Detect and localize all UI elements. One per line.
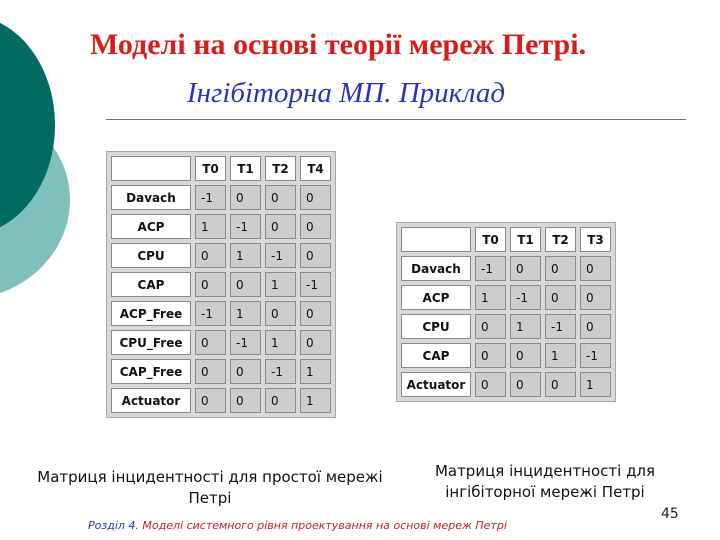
matrix-row [401, 314, 611, 339]
matrix-row-label: CPU [401, 314, 471, 339]
matrix-cell: 0 [230, 388, 261, 413]
matrix-cell: 0 [475, 372, 506, 397]
matrix-cell: 1 [230, 243, 261, 268]
matrix-row-label: ACP_Free [111, 301, 191, 326]
matrix-cell: 1 [545, 343, 576, 368]
matrix-cell: 0 [300, 214, 331, 239]
matrix-cell: 0 [300, 185, 331, 210]
matrix-cell: -1 [195, 185, 226, 210]
matrix-cell: 0 [195, 272, 226, 297]
matrix-cell: -1 [510, 285, 541, 310]
matrix-cell: 0 [195, 330, 226, 355]
matrix-cell: 1 [300, 359, 331, 384]
matrix-row-label: CPU_Free [111, 330, 191, 355]
matrix-cell: 0 [230, 359, 261, 384]
matrix-cell: -1 [300, 272, 331, 297]
matrix-row-label: CAP [401, 343, 471, 368]
matrix-row-label: ACP [401, 285, 471, 310]
matrix-row [111, 243, 331, 268]
matrix-cell: 0 [195, 359, 226, 384]
matrix-cell: 0 [195, 243, 226, 268]
matrix-cell: -1 [475, 256, 506, 281]
matrix-column-header: T1 [510, 227, 541, 252]
matrix-column-header: T0 [475, 227, 506, 252]
incidence-matrix-simple [106, 151, 336, 418]
matrix-column-header: T2 [545, 227, 576, 252]
matrix-row [111, 185, 331, 210]
matrix-cell: -1 [580, 343, 611, 368]
footer-text: Моделі системного рівня проектування на основі мереж Петрі [142, 519, 507, 532]
matrix-header-row [111, 156, 331, 181]
matrix-cell: 0 [230, 272, 261, 297]
matrix-row [111, 214, 331, 239]
matrix-cell: 1 [580, 372, 611, 397]
matrix-corner-cell [401, 227, 471, 252]
slide-subtitle: Інгібіторна МП. Приклад [187, 77, 505, 109]
matrix-row-label: ACP [111, 214, 191, 239]
matrix-row [111, 272, 331, 297]
matrix-header-row [401, 227, 611, 252]
matrix-cell: -1 [230, 214, 261, 239]
matrix-cell: 0 [545, 372, 576, 397]
matrix-column-header: T1 [230, 156, 261, 181]
matrix-corner-cell [111, 156, 191, 181]
matrix-row [111, 301, 331, 326]
matrix-row-label: Davach [111, 185, 191, 210]
matrix-cell: 0 [195, 388, 226, 413]
matrix-row [111, 359, 331, 384]
matrix-row [401, 256, 611, 281]
slide-title: Моделі на основі теорії мереж Петрі. [90, 28, 587, 61]
footer [88, 519, 507, 532]
matrix-cell: 0 [580, 314, 611, 339]
matrix-cell: 0 [265, 301, 296, 326]
caption-inhibitor-matrix: Матриця інцидентності для інгібіторної мережі Петрі [434, 462, 656, 501]
matrix-cell: 1 [300, 388, 331, 413]
matrix-cell: 0 [300, 243, 331, 268]
matrix-cell: -1 [265, 359, 296, 384]
matrix-cell: 0 [300, 301, 331, 326]
matrix-cell: 0 [265, 185, 296, 210]
matrix-column-header: T0 [195, 156, 226, 181]
matrix-cell: -1 [265, 243, 296, 268]
matrix-cell: 0 [265, 388, 296, 413]
matrix-cell: 1 [475, 285, 506, 310]
matrix-cell: -1 [230, 330, 261, 355]
matrix-cell: -1 [195, 301, 226, 326]
matrix-row [401, 372, 611, 397]
matrix-column-header: T3 [580, 227, 611, 252]
matrix-row [401, 343, 611, 368]
page-number: 45 [661, 506, 679, 522]
matrix-row-label: Actuator [401, 372, 471, 397]
caption-simple-matrix: Матриця інцидентності для простої мережі Петрі [37, 468, 383, 507]
matrix-cell: 0 [510, 372, 541, 397]
incidence-matrix-inhibitor [396, 222, 616, 402]
matrix-cell: 1 [195, 214, 226, 239]
matrix-cell: 1 [265, 330, 296, 355]
matrix-cell: 0 [580, 256, 611, 281]
matrix-cell: 1 [510, 314, 541, 339]
matrix-column-header: T4 [300, 156, 331, 181]
matrix-row-label: CPU [111, 243, 191, 268]
matrix-cell: 0 [510, 343, 541, 368]
matrix-cell: -1 [545, 314, 576, 339]
matrix-cell: 0 [510, 256, 541, 281]
matrix-cell: 1 [230, 301, 261, 326]
matrix-cell: 0 [230, 185, 261, 210]
matrix-cell: 0 [545, 285, 576, 310]
matrix-cell: 0 [545, 256, 576, 281]
matrix-row [111, 388, 331, 413]
matrix-row-label: CAP [111, 272, 191, 297]
matrix-cell: 0 [265, 214, 296, 239]
matrix-cell: 0 [475, 314, 506, 339]
matrix-cell: 0 [475, 343, 506, 368]
matrix-cell: 0 [580, 285, 611, 310]
matrix-row [111, 330, 331, 355]
matrix-row-label: Davach [401, 256, 471, 281]
matrix-cell: 0 [300, 330, 331, 355]
footer-section: Розділ 4. [88, 519, 139, 532]
matrix-row-label: Actuator [111, 388, 191, 413]
matrix-row-label: CAP_Free [111, 359, 191, 384]
matrix-column-header: T2 [265, 156, 296, 181]
title-divider [106, 119, 686, 120]
matrix-cell: 1 [265, 272, 296, 297]
matrix-row [401, 285, 611, 310]
